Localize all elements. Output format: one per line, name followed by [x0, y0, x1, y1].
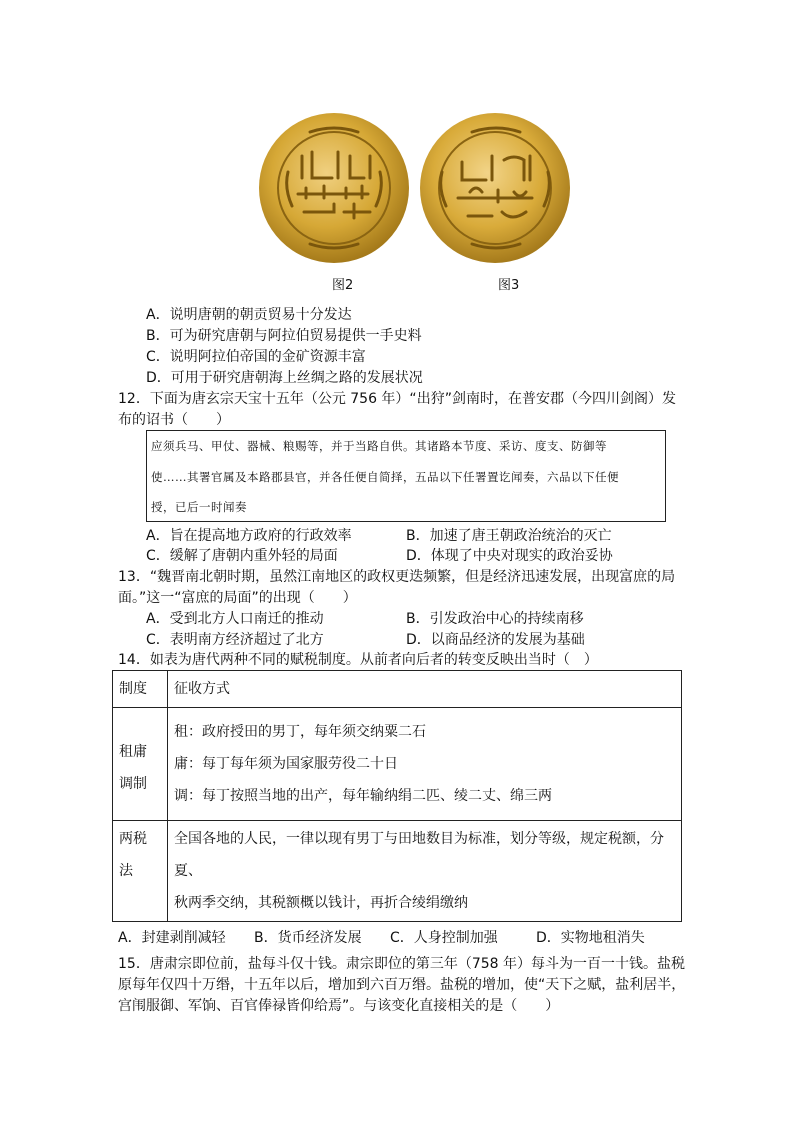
q11-option-a: A．说明唐朝的朝贡贸易十分发达	[146, 307, 352, 323]
row-content-zuyongdiao: 租：政府授田的男丁，每年须交纳粟二石 庸：每丁每年须为国家服劳役二十日 调：每丁按照当地的出产，每年输纳绢二匹、绫二丈、绵三两	[168, 708, 682, 821]
figure-2-caption: 图2	[332, 278, 354, 293]
q13-option-d: D．以商品经济的发展为基础	[406, 632, 585, 648]
q15-stem-line1: 15．唐肃宗即位前，盐每斗仅十钱。肃宗即位的第三年（758 年）每斗为一百一十钱。盐税	[118, 956, 685, 972]
q15-stem-line2: 原每年仅四十万缗，十五年以后，增加到六百万缗。盐税的增加，使“天下之赋，盐利居半，	[118, 977, 686, 993]
q13-stem-line1: 13．“魏晋南北朝时期，虽然江南地区的政权更迭频繁，但是经济迅速发展，出现富庶的局	[118, 569, 676, 585]
quote-line: 应须兵马、甲仗、器械、粮赐等，并于当路自供。其诸路本节度、采访、度支、防御等	[151, 439, 607, 453]
gold-dinar-figure-3	[418, 112, 572, 264]
q13-stem-line2: 面。”这一“富庶的局面”的出现（ ）	[118, 590, 357, 606]
q12-option-d: D．体现了中央对现实的政治妥协	[406, 548, 613, 564]
quote-line: 使……其署官属及本路郡县官，并各任便自简择，五品以下任署置讫闻奏，六品以下任便	[151, 470, 619, 484]
tax-system-table	[112, 670, 682, 922]
q11-option-c: C．说明阿拉伯帝国的金矿资源丰富	[146, 349, 366, 365]
figure-3-caption: 图3	[498, 278, 520, 293]
q12-edict-quote-box	[146, 430, 666, 522]
q12-option-a: A．旨在提高地方政府的行政效率	[146, 528, 352, 544]
q12-option-c: C．缓解了唐朝内重外轻的局面	[146, 548, 338, 564]
q14-option-a: A．封建剥削减轻	[118, 930, 226, 946]
q11-option-b: B．可为研究唐朝与阿拉伯贸易提供一手史料	[146, 328, 422, 344]
q13-option-b: B．引发政治中心的持续南移	[406, 611, 584, 627]
q14-option-b: B．货币经济发展	[254, 930, 362, 946]
row-name-liangshuifa: 两税 法	[113, 821, 168, 922]
q12-stem-line2: 布的诏书（ ）	[118, 412, 230, 428]
quote-line: 授，已后一时闻奏	[151, 500, 247, 514]
q12-stem-line1: 12．下面为唐玄宗天宝十五年（公元 756 年）“出狩”剑南时，在普安郡（今四川剑阁）发	[118, 391, 676, 407]
q14-option-d: D．实物地租消失	[536, 930, 645, 946]
table-row	[113, 821, 682, 922]
q14-stem: 14．如表为唐代两种不同的赋税制度。从前者向后者的转变反映出当时（ ）	[118, 652, 598, 668]
q12-option-b: B．加速了唐王朝政治统治的灭亡	[406, 528, 612, 544]
q13-option-c: C．表明南方经济超过了北方	[146, 632, 324, 648]
gold-dinar-figure-2	[258, 112, 410, 264]
header-method: 征收方式	[168, 671, 682, 708]
q15-stem-line3: 宫闱服御、军饷、百官俸禄皆仰给焉”。与该变化直接相关的是（ ）	[118, 998, 560, 1014]
row-content-liangshuifa: 全国各地的人民，一律以现有男丁与田地数目为标准，划分等级，规定税额，分夏、 秋两季交纳，其税额概以钱计，再折合绫绢缴纳	[168, 821, 682, 922]
table-header-row	[113, 671, 682, 708]
q14-option-c: C．人身控制加强	[390, 930, 498, 946]
table-row	[113, 708, 682, 821]
q13-option-a: A．受到北方人口南迁的推动	[146, 611, 324, 627]
row-name-zuyongdiao: 租庸 调制	[113, 708, 168, 821]
q11-option-d: D．可用于研究唐朝海上丝绸之路的发展状况	[146, 370, 423, 386]
header-system: 制度	[113, 671, 168, 708]
